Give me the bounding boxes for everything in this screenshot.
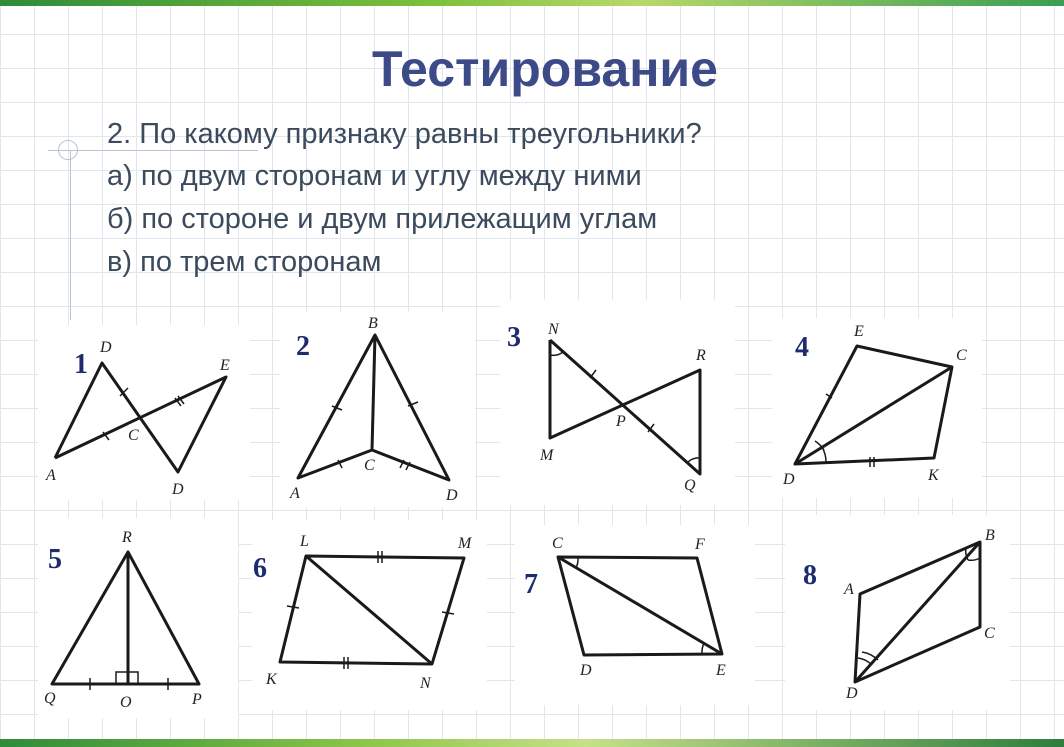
figure-number: 5 <box>48 544 62 575</box>
figure-number: 1 <box>74 349 88 380</box>
vertex-label: N <box>420 675 431 692</box>
figure-3 <box>507 321 706 494</box>
vertex-label: E <box>220 357 230 374</box>
figure-7 <box>524 535 726 679</box>
figure-1 <box>45 339 230 498</box>
vertex-label: A <box>290 485 300 502</box>
vertex-label: P <box>616 413 626 430</box>
figure-4-shape <box>795 346 952 464</box>
question-text: 2. По какому признаку равны треугольники? <box>107 118 702 150</box>
vertex-label: C <box>984 625 995 642</box>
figure-6 <box>253 533 473 692</box>
vertex-label: Q <box>44 690 56 707</box>
vertex-label: K <box>266 671 277 688</box>
vertex-label: E <box>716 662 726 679</box>
vertex-label: C <box>364 457 375 474</box>
vertex-label: Q <box>684 477 696 494</box>
vertex-label: O <box>120 694 132 711</box>
vertex-label: D <box>100 339 112 356</box>
figure-5 <box>44 529 202 711</box>
bottom-stripe <box>0 739 1064 747</box>
vertex-label: C <box>552 535 563 552</box>
vertex-label: D <box>580 662 592 679</box>
figure-4 <box>782 323 967 488</box>
vertex-label: C <box>956 347 967 364</box>
figure-3-shape <box>550 340 700 474</box>
figure-5-shape <box>52 552 199 684</box>
figure-2 <box>289 315 458 504</box>
option-b: б) по стороне и двум прилежащим углам <box>107 203 658 235</box>
figure-number: 2 <box>296 331 310 362</box>
vertex-label: N <box>548 321 559 338</box>
vertex-label: D <box>846 685 858 702</box>
figure-number: 6 <box>253 553 267 584</box>
vertex-label: C <box>128 427 139 444</box>
page-title: Тестирование <box>372 41 718 97</box>
figure-6-shape <box>280 556 464 664</box>
vertex-label: D <box>446 487 458 504</box>
vertex-label: K <box>928 467 939 484</box>
vertex-label: M <box>540 447 554 464</box>
vertex-label: L <box>300 533 309 550</box>
figure-8 <box>803 527 995 702</box>
vertex-label: P <box>192 691 202 708</box>
vertex-label: R <box>122 529 132 546</box>
vertex-label: F <box>695 536 705 553</box>
vertex-label: M <box>458 535 472 552</box>
figure-number: 4 <box>795 332 809 363</box>
figure-number: 8 <box>803 560 817 591</box>
vertex-label: D <box>783 471 795 488</box>
option-c: в) по трем сторонам <box>107 246 382 278</box>
figure-number: 3 <box>507 322 521 353</box>
vertex-label: R <box>696 347 706 364</box>
option-a: а) по двум сторонам и углу между ними <box>107 160 642 192</box>
vertex-label: B <box>985 527 995 544</box>
vertex-label: A <box>844 581 854 598</box>
vertex-label: E <box>854 323 864 340</box>
vertex-label: D <box>172 481 184 498</box>
vertex-label: B <box>368 315 378 332</box>
vertex-label: A <box>46 467 56 484</box>
figure-number: 7 <box>524 569 538 600</box>
